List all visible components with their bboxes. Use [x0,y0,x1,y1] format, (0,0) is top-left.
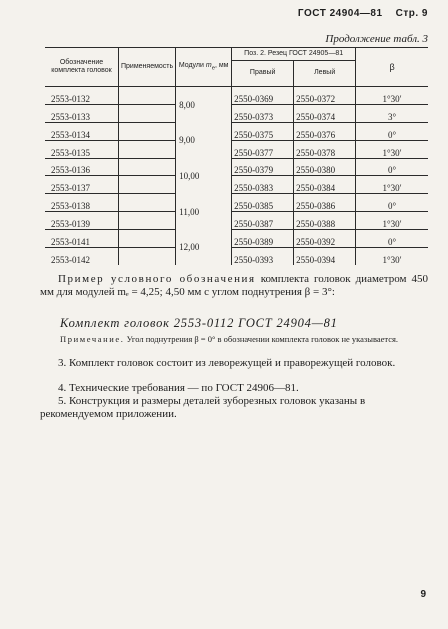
module-cell: 8,00 [176,87,232,123]
table-row [45,230,428,248]
right-cutter-cell: 2550-0387 [232,212,294,230]
right-cutter-cell: 2550-0393 [232,248,294,265]
designation-cell: 2553-0133 [45,104,119,122]
right-cutter-cell: 2550-0379 [232,158,294,176]
page-number: 9 [420,589,426,600]
applicability-cell [119,104,176,122]
beta-cell: 3° [356,104,428,122]
module-cell: 10,00 [176,158,232,194]
standard-code: ГОСТ 24904—81 [297,8,383,19]
table-row [45,140,428,158]
designation-cell: 2553-0142 [51,254,90,265]
left-cutter-cell: 2550-0388 [294,212,356,230]
designation-cell: 2553-0139 [45,212,119,230]
left-cutter-cell: 2550-0378 [294,140,356,158]
header-right: Правый [232,61,294,87]
beta-cell: 0° [356,194,428,212]
beta-cell: 0° [356,122,428,140]
applicability-cell [119,230,176,248]
header-beta: β [356,48,428,87]
module-cell: 12,00 [176,230,232,265]
header-applicability: Применяемость [119,48,176,87]
beta-cell: 1°30′ [356,140,428,158]
paragraph-3: 3. Комплект головок состоит из леворежущей и праворежущей головок. [58,357,396,369]
page-label: Стр. 9 [395,8,428,19]
designation-cell: 2553-0136 [45,158,119,176]
note-paragraph [40,334,428,345]
left-cutter-cell: 2550-0384 [294,176,356,194]
module-cell: 9,00 [176,122,232,158]
designation-cell: 2553-0134 [45,122,119,140]
beta-cell: 1°30′ [356,176,428,194]
applicability-cell [119,194,176,212]
table-row [45,212,428,230]
applicability-cell [119,248,176,265]
right-cutter-cell: 2550-0373 [232,104,294,122]
beta-cell: 1°30′ [356,248,428,265]
paragraph-5: 5. Конструкция и размеры деталей зуборезных головок указаны в рекомендуемом приложении. [40,395,366,421]
beta-cell: 1°30′ [356,87,428,105]
left-cutter-cell: 2550-0374 [294,104,356,122]
paragraph-4: 4. Технические требования — по ГОСТ 24906—81. [58,382,299,394]
table-row [45,158,428,176]
header-designation: Обозначение комплекта головок [45,48,119,87]
example-text: комплекта головок диаметром 450 мм для модулей mₑ = 4,25; 4,50 мм с углом поднутрения β = 3°: [40,273,428,299]
table-row [45,87,428,105]
right-cutter-cell: 2550-0385 [232,194,294,212]
cutter-heads-table [45,47,428,265]
left-cutter-cell: 2550-0376 [294,122,356,140]
note-label: Примечание. [60,334,125,344]
beta-cell: 1°30′ [356,212,428,230]
right-cutter-cell: 2550-0375 [232,122,294,140]
example-paragraph [40,273,428,299]
table-continuation-label: Продолжение табл. 3 [325,33,428,45]
table-row [45,248,428,265]
table-row [45,104,428,122]
applicability-cell [119,212,176,230]
left-cutter-cell: 2550-0380 [294,158,356,176]
left-cutter-cell: 2550-0372 [294,87,356,105]
table-row [45,194,428,212]
right-cutter-cell: 2550-0389 [232,230,294,248]
applicability-cell [119,140,176,158]
header-module-unit: , мм [214,61,229,69]
applicability-cell [119,158,176,176]
module-cell: 11,00 [176,194,232,230]
header-module-subscript: e [211,65,215,72]
designation-cell: 2553-0135 [45,140,119,158]
left-cutter-cell: 2550-0392 [294,230,356,248]
left-cutter-cell: 2550-0394 [294,248,356,265]
applicability-cell [119,176,176,194]
designation-cell: 2553-0132 [45,87,119,105]
beta-cell: 0° [356,230,428,248]
header-cutter-group: Поз. 2. Резец ГОСТ 24905—81 [232,48,356,61]
right-cutter-cell: 2550-0383 [232,176,294,194]
example-heading: Пример условного обозначения [58,273,256,285]
header-module [176,48,232,87]
table-row [45,176,428,194]
designation-cell: 2553-0138 [45,194,119,212]
note-text: Угол поднутрения β = 0° в обозначении комплекта головок не указывается. [124,334,399,344]
applicability-cell [119,87,176,105]
beta-cell: 0° [356,158,428,176]
designation-cell: 2553-0141 [45,230,119,248]
example-designation: Комплект головок 2553-0112 ГОСТ 24904—81 [60,316,338,330]
table-row [45,122,428,140]
header-left: Левый [294,61,356,87]
right-cutter-cell: 2550-0377 [232,140,294,158]
right-cutter-cell: 2550-0369 [232,87,294,105]
applicability-cell [119,122,176,140]
header-module-prefix: Модули [178,61,204,69]
header-module-symbol: m [205,61,212,69]
page-header [298,8,428,19]
left-cutter-cell: 2550-0386 [294,194,356,212]
designation-cell: 2553-0137 [45,176,119,194]
